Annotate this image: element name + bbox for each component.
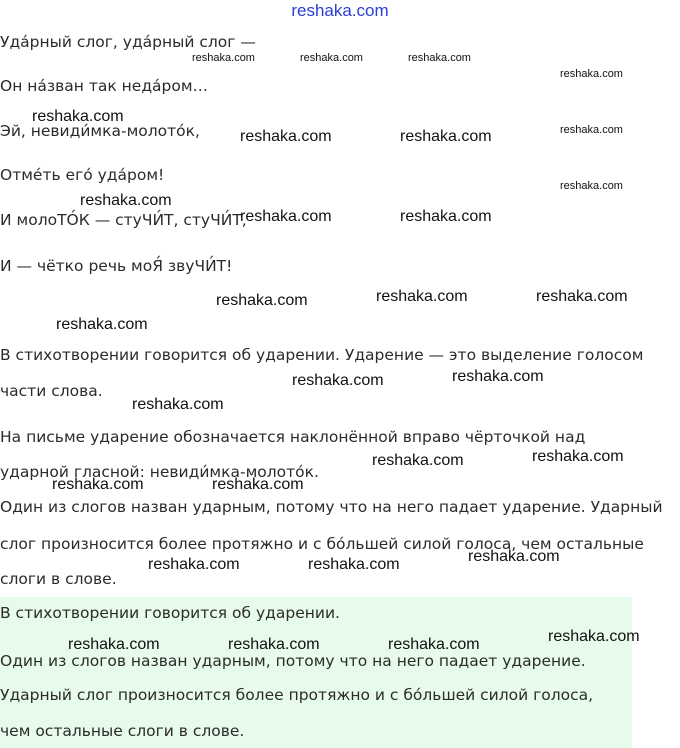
watermark: reshaka.com — [132, 396, 224, 413]
watermark: reshaka.com — [400, 208, 492, 225]
watermark: reshaka.com — [372, 452, 464, 469]
watermark: reshaka.com — [532, 448, 624, 465]
watermark: reshaka.com — [80, 192, 172, 209]
watermark: reshaka.com — [32, 108, 124, 125]
watermark: reshaka.com — [560, 124, 623, 136]
answer-line: чем остальные слоги в слове. — [0, 722, 245, 740]
watermark: reshaka.com — [536, 288, 628, 305]
explanation-line: части слова. — [0, 382, 103, 400]
watermark: reshaka.com — [52, 476, 144, 493]
explanation-line: ударной гласной: невиди́мка-молото́к. — [0, 463, 319, 481]
answer-line: Ударный слог произносится более протяжно и с бо́льшей силой голоса, — [0, 686, 594, 704]
watermark: reshaka.com — [68, 636, 160, 653]
poem-line: И молоТО́К — стуЧИ́Т, стуЧИ́Т, — [0, 211, 247, 229]
watermark: reshaka.com — [300, 52, 363, 64]
watermark: reshaka.com — [216, 292, 308, 309]
watermark: reshaka.com — [452, 368, 544, 385]
watermark: reshaka.com — [292, 372, 384, 389]
explanation-line: слог произносится более протяжно и с бо́льшей силой голоса, чем остальные — [0, 535, 644, 553]
watermark: reshaka.com — [240, 128, 332, 145]
poem-line: И — чётко речь моЯ́ звуЧИ́Т! — [0, 257, 233, 275]
watermark: reshaka.com — [240, 208, 332, 225]
watermark: reshaka.com — [560, 68, 623, 80]
explanation-line: Один из слогов назван ударным, потому что на него падает ударение. Ударный — [0, 498, 663, 516]
poem-line: Он на́зван так неда́ром… — [0, 77, 209, 95]
answer-line: Один из слогов назван ударным, потому что на него падает ударение. — [0, 652, 586, 670]
poem-line: Отме́ть его́ уда́ром! — [0, 166, 165, 184]
watermark: reshaka.com — [308, 556, 400, 573]
watermark: reshaka.com — [212, 476, 304, 493]
watermark: reshaka.com — [376, 288, 468, 305]
answer-line: В стихотворении говорится об ударении. — [0, 604, 340, 622]
watermark: reshaka.com — [388, 636, 480, 653]
watermark: reshaka.com — [228, 636, 320, 653]
explanation-line: В стихотворении говорится об ударении. Ударение — это выделение голосом — [0, 346, 644, 364]
watermark: reshaka.com — [468, 548, 560, 565]
watermark: reshaka.com — [56, 316, 148, 333]
poem-line: Уда́рный слог, уда́рный слог — — [0, 33, 256, 51]
watermark: reshaka.com — [400, 128, 492, 145]
explanation-line: На письме ударение обозначается наклонённой вправо чёрточкой над — [0, 428, 586, 446]
poem-line: Эй, невиди́мка-молото́к, — [0, 122, 200, 140]
site-header-link[interactable]: reshaka.com — [291, 1, 389, 20]
watermark: reshaka.com — [408, 52, 471, 64]
watermark: reshaka.com — [548, 628, 640, 645]
watermark: reshaka.com — [192, 52, 255, 64]
watermark: reshaka.com — [148, 556, 240, 573]
watermark: reshaka.com — [560, 180, 623, 192]
explanation-line: слоги в слове. — [0, 570, 117, 588]
